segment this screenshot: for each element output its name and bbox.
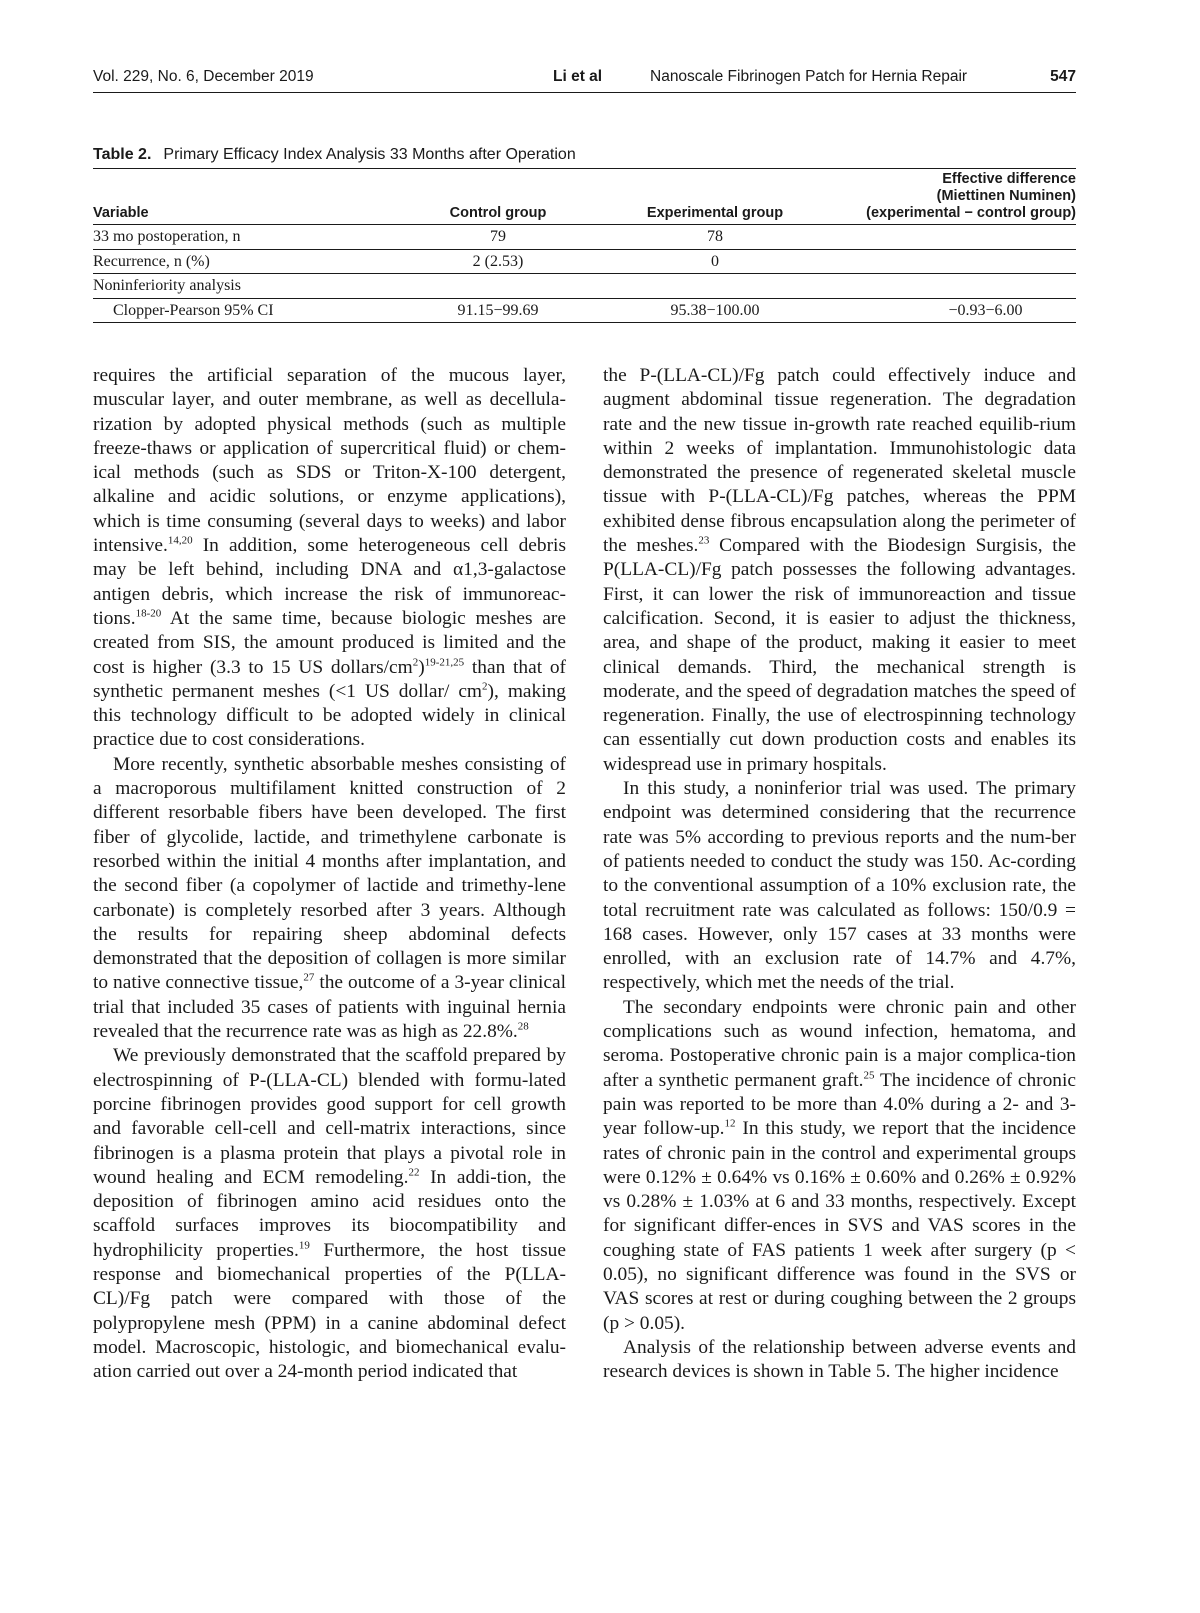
- text-run: the outcome of a 3-year clinical trial that included 35 cases of patients with inguinal hernia revealed that the recurrence rate was as high as 22.8%.: [93, 972, 566, 1043]
- citation-ref: 19-21,25: [424, 656, 465, 669]
- table-row: [93, 225, 1076, 250]
- text-run: than that of synthetic permanent meshes (<1 US dollar/ cm: [93, 656, 566, 702]
- text-run: In this study, a noninferior trial was used. The primary endpoint was determined considering that the recurrence rate was 5% according to previous reports and the num-ber of patients needed to conduct the study was 150. Ac-cording to the conventional assumption of a 10% exclusion rate, the total recruitment rate was calculated as follows: 150/0.9 = 168 cases. However, only 157 cases at 33 months were enrolled, with an exclusion rate of 14.7% and 4.7%, respectively, which met the needs of the trial.: [603, 778, 1076, 994]
- header-variable: Variable: [93, 169, 401, 225]
- page-number: 547: [1050, 68, 1076, 85]
- table-row: [93, 298, 1076, 323]
- text-run: Analysis of the relationship between adverse events and research devices is shown in Table 5. The higher incidence: [603, 1336, 1076, 1383]
- running-author: Li et al: [553, 68, 603, 85]
- text-run: In this study, we report that the incidence rates of chronic pain in the control and experimental groups were 0.12% ± 0.64% vs 0.16% ± 0.60% and 0.26% ± 0.92% vs 0.28% ± 1.03% at 6 and 33 months, respectively. Except for significant differ-ences in SVS and VAS scores in the coughing state of FAS patients 1 week after surgery (p < 0.05), no significant difference was found in the SVS or VAS scores at rest or during coughing between the 2 groups (p > 0.05).: [603, 1118, 1076, 1334]
- cell-difference: [835, 249, 1076, 274]
- citation-ref: 23: [698, 534, 710, 547]
- text-run: In addition, some heterogeneous cell debris may be left behind, including DNA and α1,3-galactose antigen debris, which increase the risk of immunoreac-tions.: [93, 535, 566, 629]
- cell-variable: Clopper-Pearson 95% CI: [93, 298, 401, 323]
- body-paragraph: [603, 996, 1076, 1336]
- text-run: The incidence of chronic pain was reported to be more than 4.0% during a 2- and 3-year follow-up.: [603, 1069, 1076, 1140]
- table-header-row: [93, 169, 1076, 225]
- text-run: More recently, synthetic absorbable meshes consisting of a macroporous multifilament knitted construction of 2 different resorbable fibers have been developed. The first fiber of glycolide, lactide, and trimethylene carbonate is resorbed within the initial 4 months after implantation, and the second fiber (a copolymer of lactide and trimethy-lene carbonate) is completely resorbed after 3 years. Although the results for repairing sheep abdominal defects demonstrated that the deposition of collagen is more similar to native connective tissue,: [93, 753, 566, 994]
- text-run: Furthermore, the host tissue response and biomechanical properties of the P(LLA-CL)/Fg patch were compared with those of the polypropylene mesh (PPM) in a canine abdominal defect model. Macroscopic, histologic, and biomechanical evalu-ation carried out over a 24-month period indicated that: [93, 1239, 566, 1383]
- text-run: ), making this technology difficult to be adopted widely in clinical practice due to cost considerations.: [93, 680, 566, 751]
- cell-difference: [835, 225, 1076, 250]
- text-run: We previously demonstrated that the scaffold prepared by electrospinning of P-(LLA-CL) blended with formu-lated porcine fibrinogen provides good support for cell growth and favorable cell-cell and cell-matrix interactions, since fibrinogen is a plasma protein that plays a pivotal role in wound healing and ECM remodeling.: [93, 1045, 566, 1188]
- body-paragraph: [603, 777, 1076, 996]
- running-title: Nanoscale Fibrinogen Patch for Hernia Repair: [650, 68, 968, 85]
- cell-control: 79: [401, 225, 595, 250]
- right-text-column: [603, 364, 1076, 1384]
- table-row: [93, 274, 1076, 299]
- cell-control: [401, 274, 595, 299]
- cell-difference: −0.93−6.00: [835, 298, 1076, 323]
- citation-ref: 22: [408, 1166, 420, 1179]
- table-caption: [93, 146, 576, 164]
- header-difference: [835, 169, 1076, 225]
- text-run: the P-(LLA-CL)/Fg patch could effectively induce and augment abdominal tissue regeneration. The degradation rate and the new tissue in-growth rate reached equilib-rium within 2 weeks of implantation. Immunohistologic data demonstrated the presence of regenerated skeletal muscle tissue with P-(LLA-CL)/Fg patches, whereas the PPM exhibited dense fibrous encapsulation along the perimeter of the meshes.: [603, 365, 1076, 557]
- text-run: Compared with the Biodesign Surgisis, the P(LLA-CL)/Fg patch possesses the following advantages. First, it can lower the risk of immunoreaction and tissue calcification. Second, it is easier to adjust the thickness, area, and shape of the product, making it easier to meet clinical demands. Third, the mechanical strength is moderate, and the speed of degradation matches the speed of regeneration. Finally, the use of electrospinning technology can essentially cut down production costs and enables its widespread use in primary hospitals.: [603, 535, 1076, 775]
- header-experimental: Experimental group: [595, 169, 835, 225]
- table-row: [93, 249, 1076, 274]
- header-difference-line1: Effective difference: [942, 171, 1076, 187]
- left-text-column: [93, 364, 566, 1384]
- body-paragraph: [603, 364, 1076, 777]
- text-run: In addi-tion, the deposition of fibrinogen amino acid residues onto the scaffold surfaces improves its biocompatibility and hydrophilicity properties.: [93, 1166, 566, 1261]
- table-caption-text: Primary Efficacy Index Analysis 33 Months after Operation: [163, 146, 576, 163]
- cell-experimental: 95.38−100.00: [595, 298, 835, 323]
- body-paragraph: [93, 753, 566, 1045]
- superscript: 2: [412, 656, 419, 669]
- cell-experimental: 78: [595, 225, 835, 250]
- header-difference-line2: (Miettinen Numinen): [936, 188, 1076, 204]
- cell-variable: Recurrence, n (%): [93, 249, 401, 274]
- cell-variable: Noninferiority analysis: [93, 274, 401, 299]
- cell-experimental: 0: [595, 249, 835, 274]
- text-run: At the same time, because biologic meshes are created from SIS, the amount produced is limited and the cost is higher (3.3 to 15 US dollars/cm: [93, 607, 566, 678]
- citation-ref: 12: [724, 1117, 736, 1130]
- body-paragraph: [93, 1044, 566, 1384]
- running-header: [93, 66, 1076, 93]
- text-run: requires the artificial separation of the mucous layer, muscular layer, and outer membrane, as well as decellula-rization by adopted physical methods (such as multiple freeze-thaws or application of supercritical fluid) or chem-ical methods (such as SDS or Triton-X-100 detergent, alkaline and acidic solutions, or enzyme applications), which is time consuming (several days to weeks) and labor intensive.: [93, 365, 566, 557]
- citation-ref: 14,20: [167, 534, 193, 547]
- body-paragraph: [93, 364, 566, 753]
- text-run: The secondary endpoints were chronic pain and other complications such as wound infection, hematoma, and seroma. Postoperative chronic pain is a major complica-tion after a synthetic permanent graft.: [603, 996, 1076, 1091]
- cell-control: 91.15−99.69: [401, 298, 595, 323]
- cell-variable: 33 mo postoperation, n: [93, 225, 401, 250]
- cell-control: 2 (2.53): [401, 249, 595, 274]
- efficacy-table: [93, 168, 1076, 323]
- citation-ref: 25: [863, 1069, 875, 1082]
- citation-ref: 18-20: [135, 607, 162, 620]
- superscript: 2: [482, 680, 488, 693]
- citation-ref: 27: [303, 971, 315, 984]
- journal-volume: Vol. 229, No. 6, December 2019: [93, 68, 314, 85]
- table-label: Table 2.: [93, 146, 152, 163]
- cell-experimental: [595, 274, 835, 299]
- cell-difference: [835, 274, 1076, 299]
- header-difference-line3: (experimental − control group): [866, 205, 1076, 221]
- text-run: ): [418, 656, 425, 678]
- header-control: Control group: [401, 169, 595, 225]
- citation-ref: 19: [298, 1239, 310, 1252]
- citation-ref: 28: [517, 1020, 529, 1033]
- body-paragraph: [603, 1336, 1076, 1385]
